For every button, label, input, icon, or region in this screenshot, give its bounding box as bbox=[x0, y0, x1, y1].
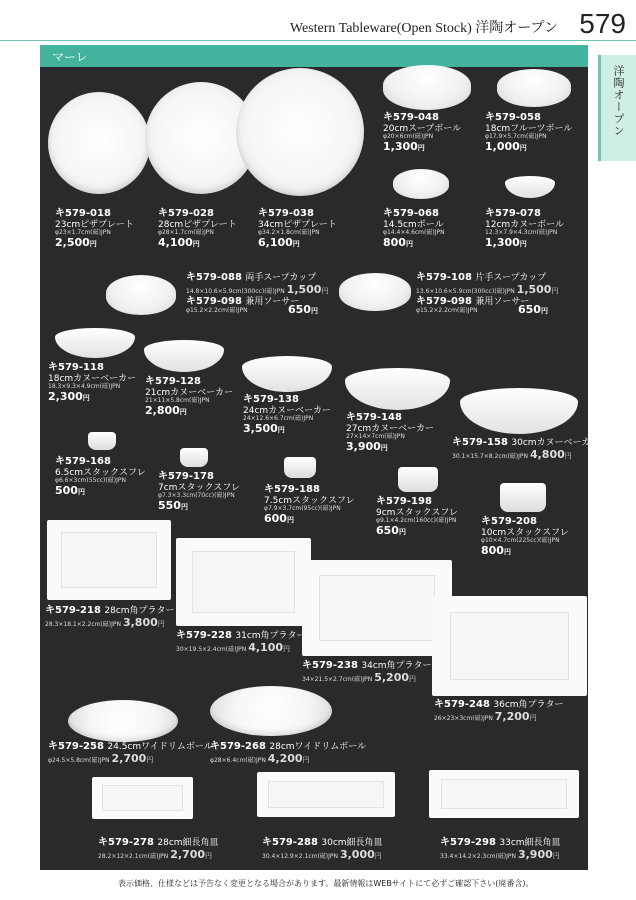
platter-28-image bbox=[47, 520, 171, 600]
product-spec: φ20×6cm(磁)JPN bbox=[383, 132, 434, 140]
product-caption bbox=[302, 660, 431, 684]
product-price: 2,800 bbox=[145, 403, 180, 417]
product-caption bbox=[243, 394, 331, 435]
product-price: 4,200 bbox=[267, 751, 303, 765]
product-spec: φ23×1.7cm(磁)JPN bbox=[55, 228, 111, 236]
product-name: 34cm角プラター bbox=[361, 661, 432, 671]
product-caption bbox=[145, 376, 233, 417]
product-caption bbox=[258, 208, 337, 249]
souffle-7-image bbox=[180, 448, 208, 467]
product-caption bbox=[383, 112, 461, 153]
product-name: 20cmスープボール bbox=[383, 123, 462, 134]
product-price: 500 bbox=[55, 483, 78, 497]
product-caption bbox=[416, 296, 529, 314]
product-spec: 13.6×10.6×5.9cm(300cc)(磁)JPN bbox=[416, 287, 515, 295]
product-spec: 28.2×12×2.1cm(磁)JPN bbox=[98, 852, 169, 860]
souffle-75-image bbox=[284, 457, 316, 478]
yen-unit: 円 bbox=[380, 443, 388, 452]
product-spec: 21×11×5.8cm(磁)JPN bbox=[145, 396, 210, 404]
price-value: 650 bbox=[518, 303, 541, 316]
product-code: キ579-288 bbox=[262, 837, 318, 848]
product-code: キ579-208 bbox=[481, 516, 537, 527]
product-code: キ579-068 bbox=[383, 208, 439, 219]
product-price: 4,100 bbox=[248, 640, 284, 654]
product-name: 30cmカヌーベーカー bbox=[511, 438, 600, 448]
souffle-65-image bbox=[88, 432, 116, 450]
yen-unit: 円 bbox=[564, 451, 572, 460]
price-value: 650 bbox=[288, 303, 311, 316]
product-price: 1,500 bbox=[286, 282, 322, 296]
product-price: 650 bbox=[376, 523, 399, 537]
product-code: キ579-128 bbox=[145, 376, 201, 387]
product-caption bbox=[158, 471, 240, 512]
product-price: 7,200 bbox=[494, 709, 530, 723]
product-price: 3,000 bbox=[339, 847, 375, 861]
yen-unit: 円 bbox=[286, 515, 294, 524]
product-price: 3,800 bbox=[122, 615, 158, 629]
yen-unit: 円 bbox=[180, 502, 188, 511]
product-spec: 34×21.5×2.7cm(磁)JPN bbox=[302, 675, 373, 683]
product-caption bbox=[98, 837, 219, 861]
product-code: キ579-118 bbox=[48, 362, 104, 373]
product-caption bbox=[434, 699, 563, 723]
product-caption bbox=[346, 412, 434, 453]
series-title: マーレ bbox=[52, 50, 88, 64]
product-caption bbox=[186, 296, 299, 314]
product-code: キ579-018 bbox=[55, 208, 111, 219]
product-price: 5,200 bbox=[374, 670, 410, 684]
product-name: 7cmスタックスフレ bbox=[158, 482, 240, 493]
platter-36-image bbox=[432, 596, 587, 696]
product-name: 30cm細長角皿 bbox=[321, 838, 383, 848]
product-name: 28cm角プラター bbox=[104, 606, 175, 616]
product-price: 1,500 bbox=[516, 282, 552, 296]
product-price: 4,800 bbox=[529, 447, 565, 461]
product-spec: φ17.9×5.7cm(磁)JPN bbox=[485, 132, 547, 140]
product-caption bbox=[383, 208, 445, 249]
yen-unit: 円 bbox=[77, 487, 85, 496]
souffle-10-image bbox=[500, 483, 546, 512]
long-plate-33-image bbox=[429, 770, 579, 818]
yen-unit: 円 bbox=[503, 547, 511, 556]
yen-unit: 円 bbox=[277, 425, 285, 434]
yen-unit: 円 bbox=[529, 713, 537, 722]
yen-unit: 円 bbox=[292, 239, 300, 248]
soup-cup-two-handle-image bbox=[106, 275, 176, 315]
yen-unit: 円 bbox=[417, 143, 425, 152]
product-caption bbox=[485, 208, 564, 249]
long-plate-28-image bbox=[92, 777, 193, 819]
disclaimer-footer: 表示価格、仕様などは予告なく変更となる場合があります。最新情報はWEBサイトにて必ずご確認下さい(廃番含)。 bbox=[118, 879, 534, 888]
wide-rim-bowl-245-image bbox=[68, 700, 178, 742]
product-price: 3,500 bbox=[243, 421, 278, 435]
product-spec: φ9.1×4.2cm(160cc)(磁)JPN bbox=[376, 516, 457, 524]
product-code: キ579-218 bbox=[45, 605, 101, 616]
product-spec: φ28×6.4cm(磁)JPN bbox=[210, 756, 266, 764]
product-name: 28cmピザプレート bbox=[158, 219, 237, 230]
product-name: 34cmピザプレート bbox=[258, 219, 337, 230]
product-name: 片手スープカップ bbox=[475, 273, 547, 283]
product-spec: 18.3×9.3×4.9cm(磁)JPN bbox=[48, 382, 121, 390]
product-price: 6,100 bbox=[258, 235, 293, 249]
product-code: キ579-238 bbox=[302, 660, 358, 671]
product-price: 2,700 bbox=[111, 751, 147, 765]
yen-unit: 円 bbox=[519, 239, 527, 248]
long-plate-30-image bbox=[257, 772, 395, 817]
product-price: 800 bbox=[383, 235, 406, 249]
product-price: 2,700 bbox=[170, 847, 206, 861]
product-price: 800 bbox=[481, 543, 504, 557]
pizza-plate-34-image bbox=[236, 68, 364, 196]
product-spec: φ10×4.7cm(225cc)(磁)JPN bbox=[481, 536, 560, 544]
product-spec: φ7.3×3.3cm(70cc)(磁)JPN bbox=[158, 491, 235, 499]
product-name: 18cmフルーツボール bbox=[485, 123, 573, 134]
yen-unit: 円 bbox=[551, 286, 559, 295]
product-spec: 27×14×7cm(磁)JPN bbox=[346, 432, 405, 440]
product-price: 600 bbox=[264, 511, 287, 525]
product-code: キ579-188 bbox=[264, 484, 320, 495]
product-price: 1,000 bbox=[485, 139, 520, 153]
yen-unit: 円 bbox=[302, 755, 310, 764]
product-name: 36cm角プラター bbox=[493, 700, 564, 710]
product-code: キ579-148 bbox=[346, 412, 402, 423]
product-price bbox=[288, 304, 318, 317]
yen-unit: 円 bbox=[310, 307, 318, 315]
product-code: キ579-268 bbox=[210, 741, 266, 752]
product-caption bbox=[485, 112, 572, 153]
yen-unit: 円 bbox=[157, 619, 165, 628]
catalog-title: Western Tableware(Open Stock) 洋陶オープン bbox=[289, 21, 558, 36]
product-name: 10cmスタックスフレ bbox=[481, 527, 569, 538]
product-name: 兼用ソーサー bbox=[245, 297, 300, 307]
yen-unit: 円 bbox=[540, 307, 548, 315]
yen-unit: 円 bbox=[552, 851, 560, 860]
product-code: キ579-178 bbox=[158, 471, 214, 482]
product-name: 33cm細長角皿 bbox=[499, 838, 561, 848]
series-bar bbox=[40, 45, 588, 67]
page-number: 579 bbox=[579, 8, 626, 39]
bowl-145-image bbox=[393, 169, 449, 199]
product-spec: 30×19.5×2.4cm(磁)JPN bbox=[176, 645, 247, 653]
product-code: キ579-048 bbox=[383, 112, 439, 123]
product-price: 550 bbox=[158, 498, 181, 512]
yen-unit: 円 bbox=[405, 239, 413, 248]
product-spec: φ24.5×5.8cm(磁)JPN bbox=[48, 756, 110, 764]
product-name: 両手スープカップ bbox=[245, 273, 317, 283]
product-caption bbox=[262, 837, 383, 861]
product-price bbox=[518, 304, 548, 317]
yen-unit: 円 bbox=[192, 239, 200, 248]
fruit-bowl-18-image bbox=[497, 69, 571, 107]
product-name: 7.5cmスタックスフレ bbox=[264, 495, 355, 506]
product-code: キ579-138 bbox=[243, 394, 299, 405]
product-code: キ579-038 bbox=[258, 208, 314, 219]
product-spec: φ28×1.7cm(磁)JPN bbox=[158, 228, 214, 236]
product-code: キ579-248 bbox=[434, 699, 490, 710]
product-name: 12cmカヌーボール bbox=[485, 219, 564, 230]
product-code: キ579-098 bbox=[186, 296, 242, 307]
product-name: 28cm細長角皿 bbox=[157, 838, 219, 848]
product-spec: 30.4×12.9×2.1cm(磁)JPN bbox=[262, 852, 339, 860]
product-spec: 28.3×18.1×2.2cm(磁)JPN bbox=[45, 620, 122, 628]
product-caption bbox=[376, 496, 458, 537]
product-code: キ579-088 bbox=[186, 272, 242, 283]
product-caption bbox=[452, 437, 599, 461]
product-caption bbox=[440, 837, 561, 861]
pizza-plate-23-image bbox=[48, 92, 150, 194]
product-caption bbox=[264, 484, 355, 525]
product-spec: φ34.2×1.8cm(磁)JPN bbox=[258, 228, 320, 236]
product-spec: φ15.2×2.2cm(磁)JPN bbox=[416, 306, 478, 314]
product-spec: 14.8×10.6×5.9cm(300cc)(磁)JPN bbox=[186, 287, 285, 295]
product-code: キ579-258 bbox=[48, 741, 104, 752]
product-name: 21cmカヌーベーカー bbox=[145, 387, 233, 398]
category-tab-label: 洋陶オープン bbox=[612, 65, 625, 137]
product-caption bbox=[186, 272, 328, 296]
product-spec: φ7.9×3.7cm(95cc)(磁)JPN bbox=[264, 504, 341, 512]
product-code: キ579-168 bbox=[55, 456, 111, 467]
product-price: 2,500 bbox=[55, 235, 90, 249]
product-price: 4,100 bbox=[158, 235, 193, 249]
product-spec: 26×23×3cm(磁)JPN bbox=[434, 714, 493, 722]
product-caption bbox=[55, 208, 134, 249]
product-price: 3,900 bbox=[346, 439, 381, 453]
product-spec: 33.4×14.2×2.3cm(磁)JPN bbox=[440, 852, 517, 860]
yen-unit: 円 bbox=[179, 407, 187, 416]
product-caption bbox=[176, 630, 305, 654]
wide-rim-bowl-28-image bbox=[210, 686, 332, 736]
product-spec: φ15.2×2.2cm(磁)JPN bbox=[186, 306, 248, 314]
category-tab[interactable] bbox=[598, 55, 636, 161]
product-spec: 30.1×15.7×8.2cm(磁)JPN bbox=[452, 452, 529, 460]
yen-unit: 円 bbox=[283, 644, 291, 653]
product-name: 23cmピザプレート bbox=[55, 219, 134, 230]
product-spec: 24×12.6×6.7cm(磁)JPN bbox=[243, 414, 314, 422]
product-code: キ579-298 bbox=[440, 837, 496, 848]
product-price: 2,300 bbox=[48, 389, 83, 403]
product-name: 6.5cmスタックスフレ bbox=[55, 467, 146, 478]
product-code: キ579-228 bbox=[176, 630, 232, 641]
product-spec: φ6.6×3cm(55cc)(磁)JPN bbox=[55, 476, 126, 484]
product-caption bbox=[481, 516, 569, 557]
product-name: 18cmカヌーベーカー bbox=[48, 373, 136, 384]
soup-cup-one-handle-image bbox=[339, 273, 411, 311]
yen-unit: 円 bbox=[519, 143, 527, 152]
product-spec: 12.3×7.9×4.3cm(磁)JPN bbox=[485, 228, 558, 236]
product-caption bbox=[48, 362, 136, 403]
yen-unit: 円 bbox=[374, 851, 382, 860]
product-code: キ579-108 bbox=[416, 272, 472, 283]
product-name: 31cm角プラター bbox=[235, 631, 306, 641]
product-name: 兼用ソーサー bbox=[475, 297, 530, 307]
product-code: キ579-078 bbox=[485, 208, 541, 219]
product-code: キ579-198 bbox=[376, 496, 432, 507]
product-caption bbox=[210, 741, 366, 765]
product-code: キ579-158 bbox=[452, 437, 508, 448]
product-caption bbox=[45, 605, 174, 629]
product-caption bbox=[48, 741, 213, 765]
soup-bowl-20-image bbox=[383, 65, 471, 110]
platter-31-image bbox=[176, 538, 311, 626]
product-spec: φ14.4×4.6cm(磁)JPN bbox=[383, 228, 445, 236]
product-caption bbox=[416, 272, 558, 296]
product-code: キ579-278 bbox=[98, 837, 154, 848]
product-code: キ579-028 bbox=[158, 208, 214, 219]
product-caption bbox=[158, 208, 237, 249]
product-caption bbox=[55, 456, 146, 497]
page-header bbox=[0, 0, 636, 42]
product-name: 27cmカヌーベーカー bbox=[346, 423, 434, 434]
product-code: キ579-098 bbox=[416, 296, 472, 307]
header-divider bbox=[0, 40, 636, 41]
yen-unit: 円 bbox=[398, 527, 406, 536]
product-price: 3,900 bbox=[517, 847, 553, 861]
product-code: キ579-058 bbox=[485, 112, 541, 123]
product-name: 9cmスタックスフレ bbox=[376, 507, 458, 518]
yen-unit: 円 bbox=[409, 674, 417, 683]
product-name: 14.5cmボール bbox=[383, 219, 444, 230]
product-name: 24cmカヌーベーカー bbox=[243, 405, 331, 416]
yen-unit: 円 bbox=[321, 286, 329, 295]
souffle-9-image bbox=[398, 467, 438, 492]
product-name: 28cmワイドリムボール bbox=[269, 742, 367, 752]
product-name: 24.5cmワイドリムボール bbox=[107, 742, 213, 752]
product-price: 1,300 bbox=[383, 139, 418, 153]
yen-unit: 円 bbox=[146, 755, 154, 764]
yen-unit: 円 bbox=[205, 851, 213, 860]
yen-unit: 円 bbox=[89, 239, 97, 248]
yen-unit: 円 bbox=[82, 393, 90, 402]
platter-34-image bbox=[302, 560, 452, 656]
product-price: 1,300 bbox=[485, 235, 520, 249]
